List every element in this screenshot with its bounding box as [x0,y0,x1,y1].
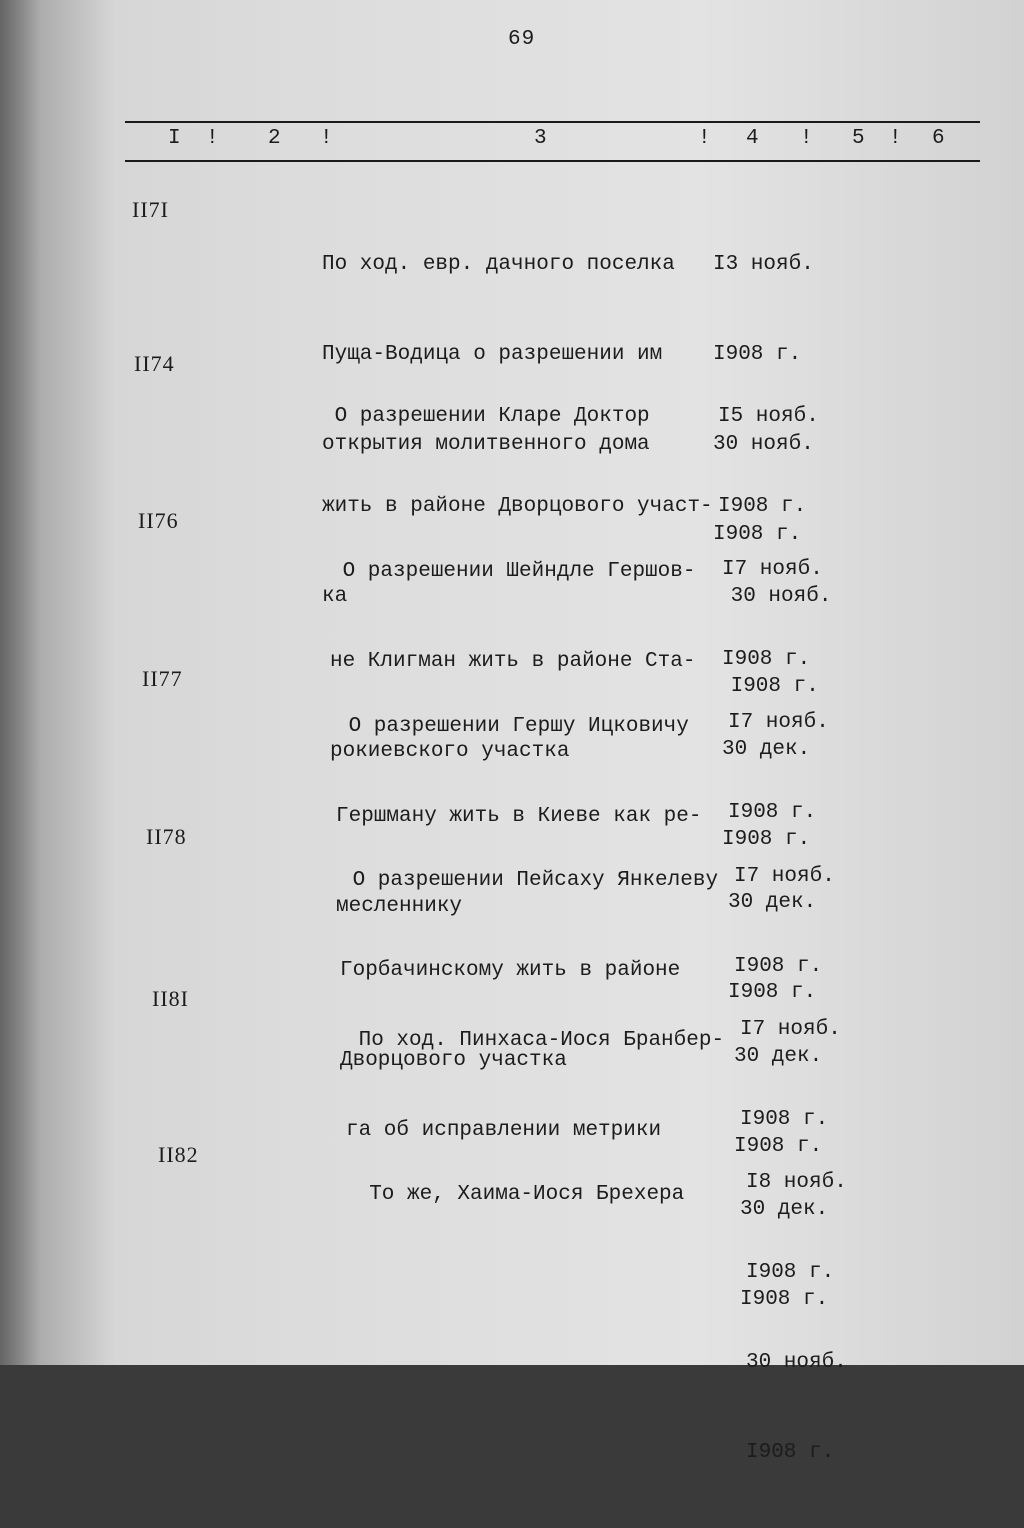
column-separator: ! [698,127,711,150]
date-line: I908 г. [713,343,802,366]
column-header-3: 3 [534,127,547,150]
entry-number: II77 [142,666,183,691]
entry-number: II74 [134,351,175,376]
description-line: ка [322,585,348,608]
entry-dates [746,1108,847,1528]
date-line: I908 г. [722,828,811,851]
column-header-2: 2 [268,127,281,150]
page-number: 69 [508,28,536,51]
date-line: I908 г. [740,1108,829,1131]
date-line: I7 нояб. [734,865,835,888]
date-line: I908 г. [734,1135,823,1158]
date-line: 30 дек. [740,1198,829,1221]
date-line: I908 г. [722,648,811,671]
date-line: 30 дек. [722,738,811,761]
date-line: I908 г. [746,1441,835,1464]
description-line: не Клигман жить в районе Ста- [330,650,696,673]
description-line: жить в районе Дворцового участ- [322,495,713,518]
entry-number: II78 [146,824,187,849]
date-line: I5 нояб. [718,405,819,428]
description-line: рокиевского участка [330,740,570,763]
column-header-1: I [168,127,181,150]
date-line: 30 нояб. [713,433,814,456]
date-line: I908 г. [734,955,823,978]
description-line: Гершману жить в Киеве как ре- [336,805,702,828]
date-line: 30 дек. [734,1045,823,1068]
date-line: I8 нояб. [746,1171,847,1194]
header-rule-top [125,121,980,123]
description-line: По ход. Пинхаса-Иося Бранбер- [346,1029,725,1052]
description-line: Пуща-Водица о разрешении им [322,343,663,366]
date-line: I908 г. [740,1288,829,1311]
date-line: I908 г. [713,523,802,546]
column-separator: ! [800,127,813,150]
description-line: То же, Хаима-Иося Брехера [344,1183,685,1206]
date-line: I908 г. [718,675,819,698]
column-separator: ! [889,127,902,150]
date-line: 30 нояб. [746,1351,847,1374]
entry-number: II7I [132,197,169,222]
column-separator: ! [320,127,333,150]
description-line: открытия молитвенного дома [322,433,650,456]
description-line: О разрешении Гершу Ицковичу [336,715,689,738]
column-header-6: 6 [932,127,945,150]
date-line: I3 нояб. [713,253,814,276]
description-line: О разрешении Шейндле Гершов- [330,560,696,583]
description-line: Дворцового участка [340,1049,567,1072]
column-separator: ! [206,127,219,150]
description-line: га об исправлении метрики [346,1119,662,1142]
date-line: I7 нояб. [740,1018,841,1041]
description-line: О разрешении Пейсаху Янкелеву [340,869,719,892]
entry-number: II76 [138,508,179,533]
description-line: О разрешении Кларе Доктор [322,405,650,428]
date-line: 30 дек. [728,891,817,914]
date-line: I908 г. [746,1261,835,1284]
date-line: I7 нояб. [722,558,823,581]
date-line: I908 г. [718,495,807,518]
date-line: I908 г. [728,981,817,1004]
column-header-5: 5 [852,127,865,150]
entry-number: II82 [158,1142,199,1167]
column-header-4: 4 [746,127,759,150]
date-line: 30 нояб. [718,585,832,608]
description-line: Горбачинскому жить в районе [340,959,681,982]
entry-description [344,1120,684,1270]
description-line: месленнику [336,895,463,918]
book-binding-shadow [0,0,118,1365]
entry-number: II8I [152,986,189,1011]
date-line: I908 г. [728,801,817,824]
header-rule-bottom [125,160,980,162]
date-line: I7 нояб. [728,711,829,734]
description-line: По ход. евр. дачного поселка [322,253,675,276]
